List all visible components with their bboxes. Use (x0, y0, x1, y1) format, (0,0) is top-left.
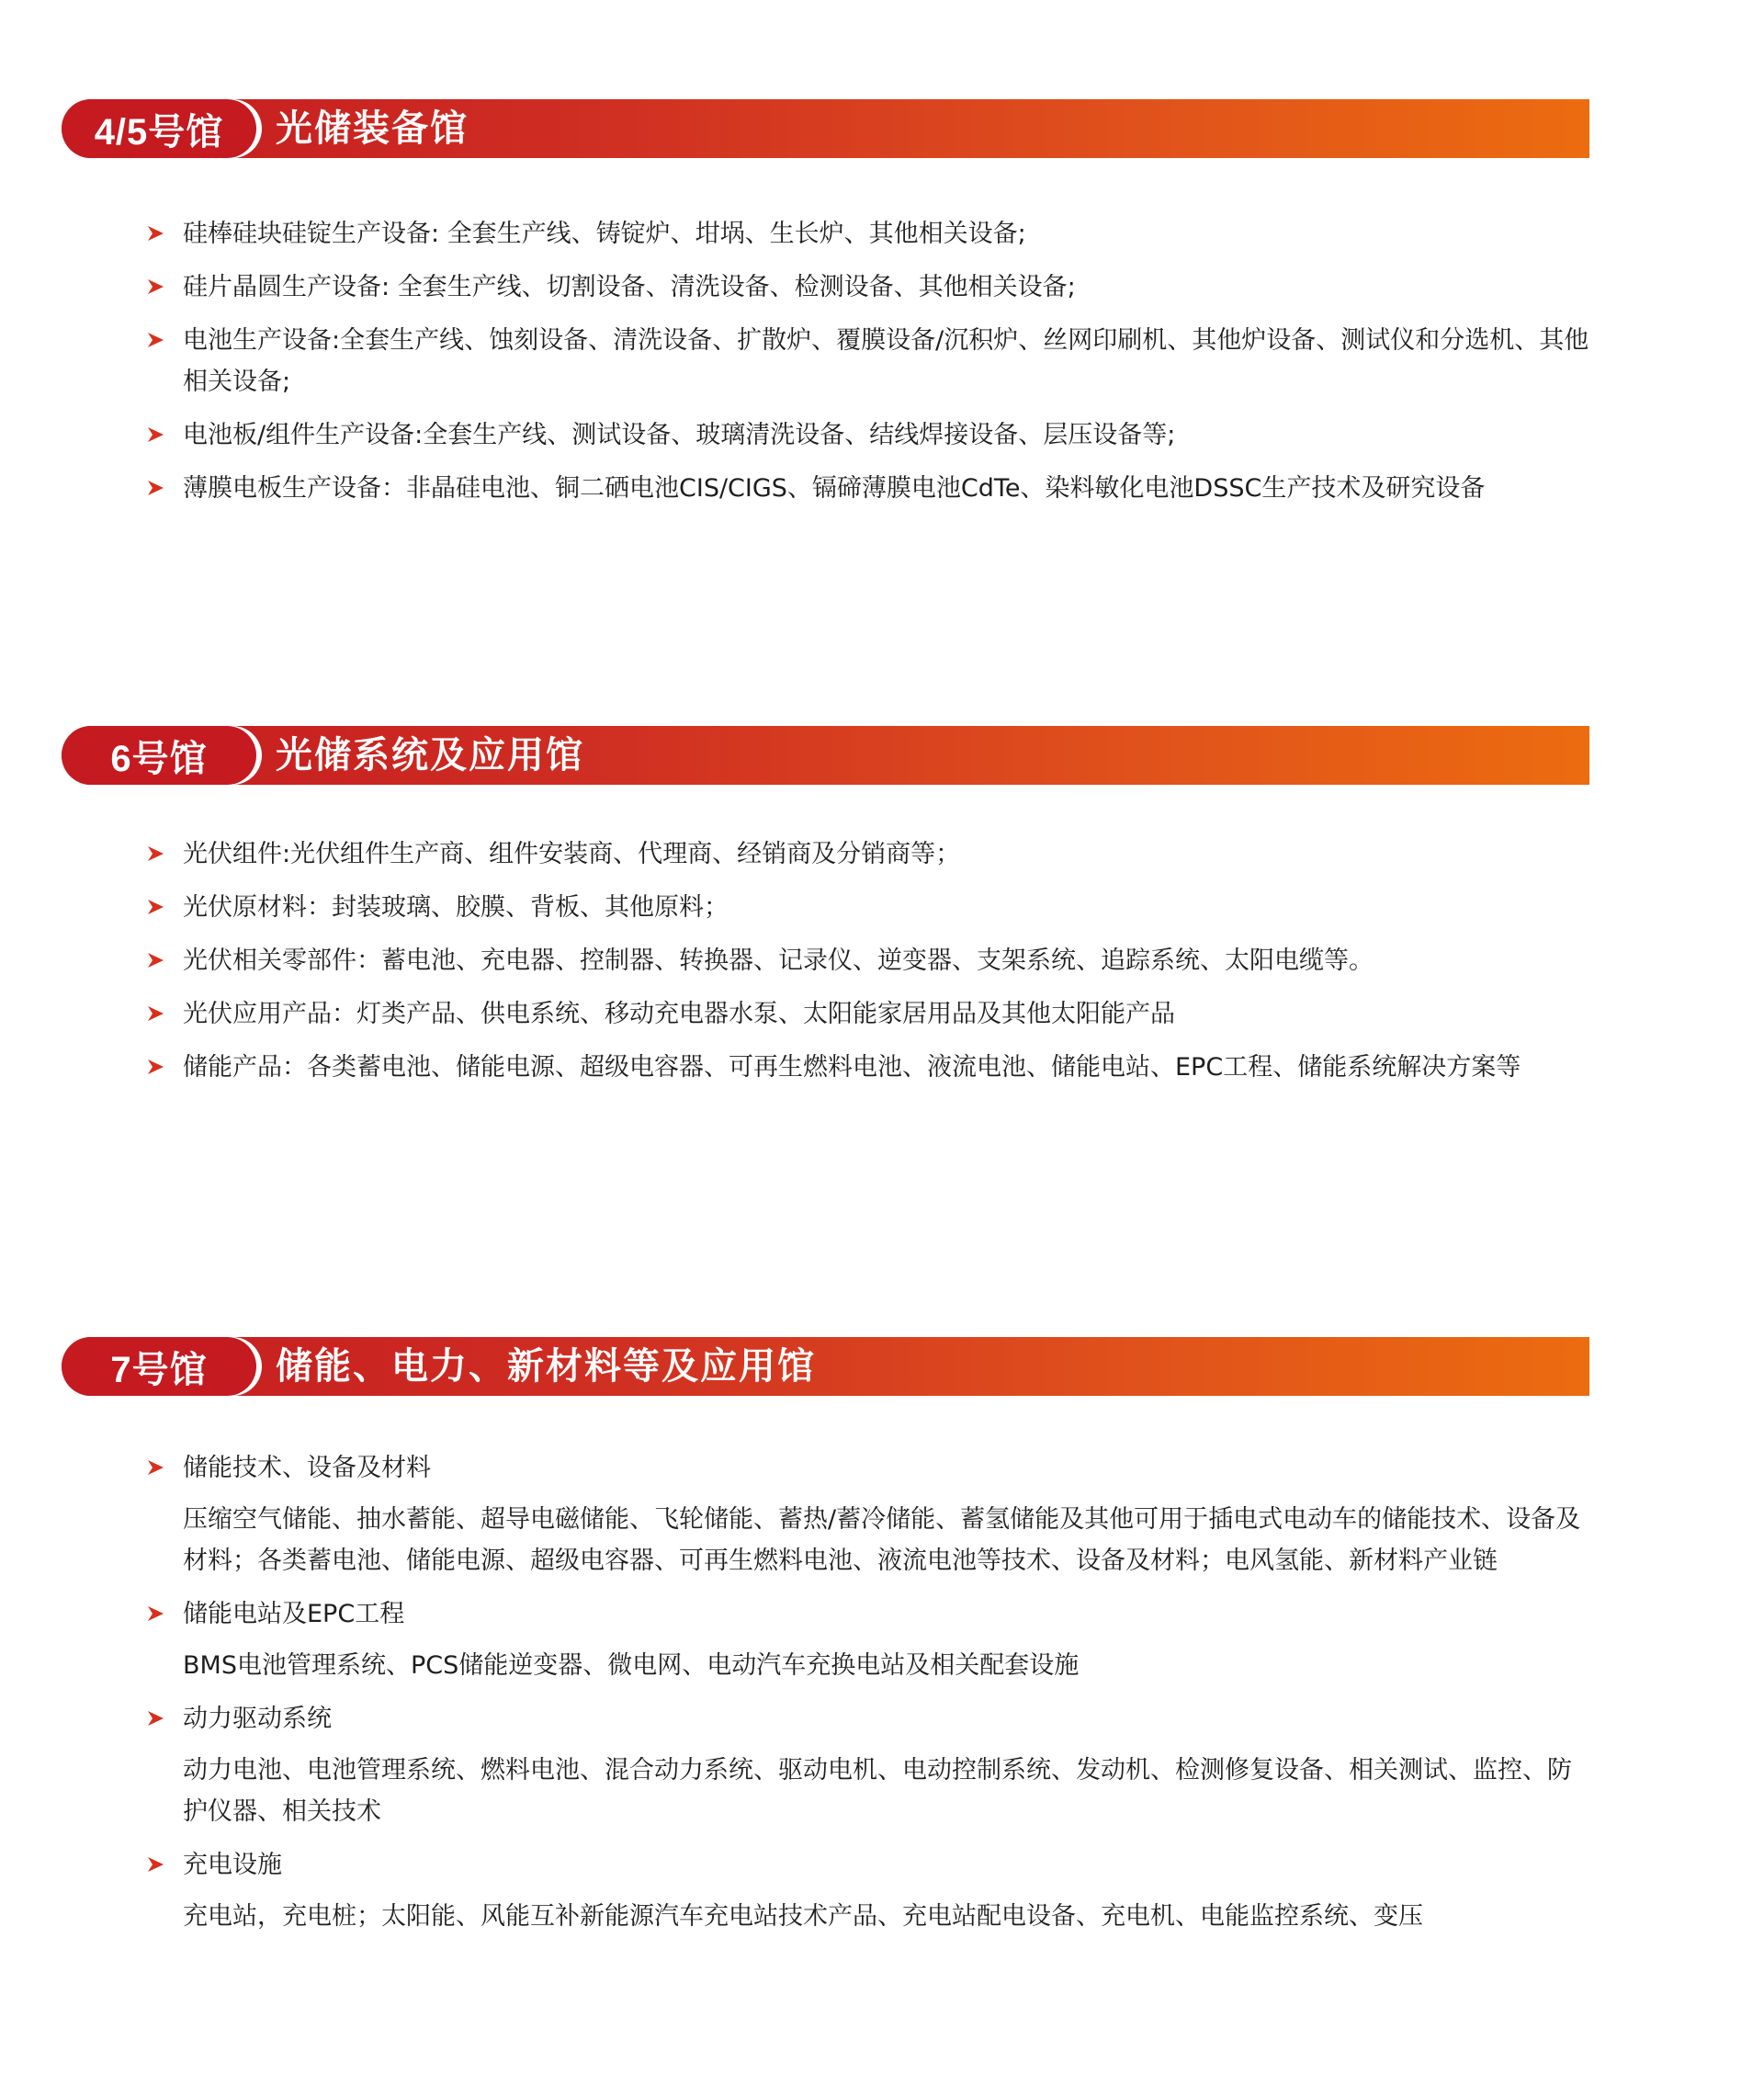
exhibit-list (142, 833, 1594, 1100)
arrow-head-icon (146, 1058, 164, 1076)
arrow-head-icon (146, 224, 164, 243)
list-item (142, 833, 1594, 875)
exhibit-list (142, 213, 1594, 521)
hall-title: 光储装备馆 (276, 108, 469, 150)
item-text: 光伏相关零部件：蓄电池、充电器、控制器、转换器、记录仪、逆变器、支架系统、追踪系统、太阳电缆等。 (183, 946, 1374, 975)
item-text: 电池生产设备:全套生产线、蚀刻设备、清洗设备、扩散炉、覆膜设备/沉积炉、丝网印刷机、其他炉设备、测试仪和分选机、其他相关设备; (183, 326, 1589, 396)
arrow-head-icon (146, 898, 164, 916)
hall-number: 6号馆 (62, 726, 256, 785)
list-item (142, 320, 1594, 402)
list-item (142, 266, 1594, 308)
list-item (142, 1844, 1594, 1886)
hall-title: 储能、电力、新材料等及应用馆 (276, 1345, 816, 1388)
arrow-head-icon (146, 331, 164, 349)
hall-number: 7号馆 (62, 1337, 256, 1396)
group-heading: 充电设施 (183, 1851, 282, 1879)
list-item (142, 468, 1594, 509)
item-text: 储能产品：各类蓄电池、储能电源、超级电容器、可再生燃料电池、液流电池、储能电站、EPC工程、储能系统解决方案等 (183, 1053, 1521, 1082)
list-item (142, 1593, 1594, 1635)
group-heading: 动力驱动系统 (183, 1705, 332, 1733)
arrow-head-icon (146, 1709, 164, 1728)
arrow-head-icon (146, 425, 164, 444)
list-item (142, 940, 1594, 981)
list-item (142, 887, 1594, 928)
list-item (142, 1698, 1594, 1740)
section-banner (62, 1337, 1589, 1396)
arrow-head-icon (146, 278, 164, 296)
group-detail: 压缩空气储能、抽水蓄能、超导电磁储能、飞轮储能、蓄热/蓄冷储能、蓄氢储能及其他可用于插电式电动车的储能技术、设备及材料；各类蓄电池、储能电源、超级电容器、可再生燃料电池、液流电池等技术、设备及材料；电风氢能、新材料产业链 (183, 1505, 1581, 1575)
item-text: 硅棒硅块硅锭生产设备: 全套生产线、铸锭炉、坩埚、生长炉、其他相关设备; (183, 220, 1026, 248)
group-heading: 储能技术、设备及材料 (183, 1454, 431, 1482)
arrow-head-icon (146, 1004, 164, 1023)
arrow-head-icon (146, 844, 164, 863)
hall-title: 光储系统及应用馆 (276, 734, 584, 776)
group-heading: 储能电站及EPC工程 (183, 1600, 405, 1628)
list-item (142, 1447, 1594, 1489)
list-item (142, 1047, 1594, 1088)
group-detail: BMS电池管理系统、PCS储能逆变器、微电网、电动汽车充换电站及相关配套设施 (183, 1651, 1080, 1680)
hall-number: 4/5号馆 (62, 99, 256, 158)
group-detail: 充电站，充电桩；太阳能、风能互补新能源汽车充电站技术产品、充电站配电设备、充电机、电能监控系统、变压 (183, 1902, 1423, 1931)
item-text: 光伏原材料：封装玻璃、胶膜、背板、其他原料； (183, 893, 729, 922)
arrow-head-icon (146, 1458, 164, 1477)
arrow-head-icon (146, 951, 164, 969)
exhibit-list (142, 1447, 1594, 1949)
arrow-head-icon (146, 1855, 164, 1874)
group-detail: 动力电池、电池管理系统、燃料电池、混合动力系统、驱动电机、电动控制系统、发动机、检测修复设备、相关测试、监控、防护仪器、相关技术 (183, 1756, 1572, 1826)
item-text: 光伏组件:光伏组件生产商、组件安装商、代理商、经销商及分销商等； (183, 840, 961, 868)
list-item (142, 993, 1594, 1035)
list-item (142, 414, 1594, 456)
section-banner (62, 726, 1589, 785)
arrow-head-icon (146, 1604, 164, 1623)
item-text: 电池板/组件生产设备:全套生产线、测试设备、玻璃清洗设备、结线焊接设备、层压设备等; (183, 421, 1176, 449)
list-item (142, 213, 1594, 255)
item-text: 硅片晶圆生产设备: 全套生产线、切割设备、清洗设备、检测设备、其他相关设备; (183, 273, 1076, 301)
arrow-head-icon (146, 479, 164, 497)
item-text: 薄膜电板生产设备：非晶硅电池、铜二硒电池CIS/CIGS、镉碲薄膜电池CdTe、染料敏化电池DSSC生产技术及研究设备 (183, 474, 1486, 503)
item-text: 光伏应用产品：灯类产品、供电系统、移动充电器水泵、太阳能家居用品及其他太阳能产品 (183, 1000, 1175, 1028)
section-banner (62, 99, 1589, 158)
